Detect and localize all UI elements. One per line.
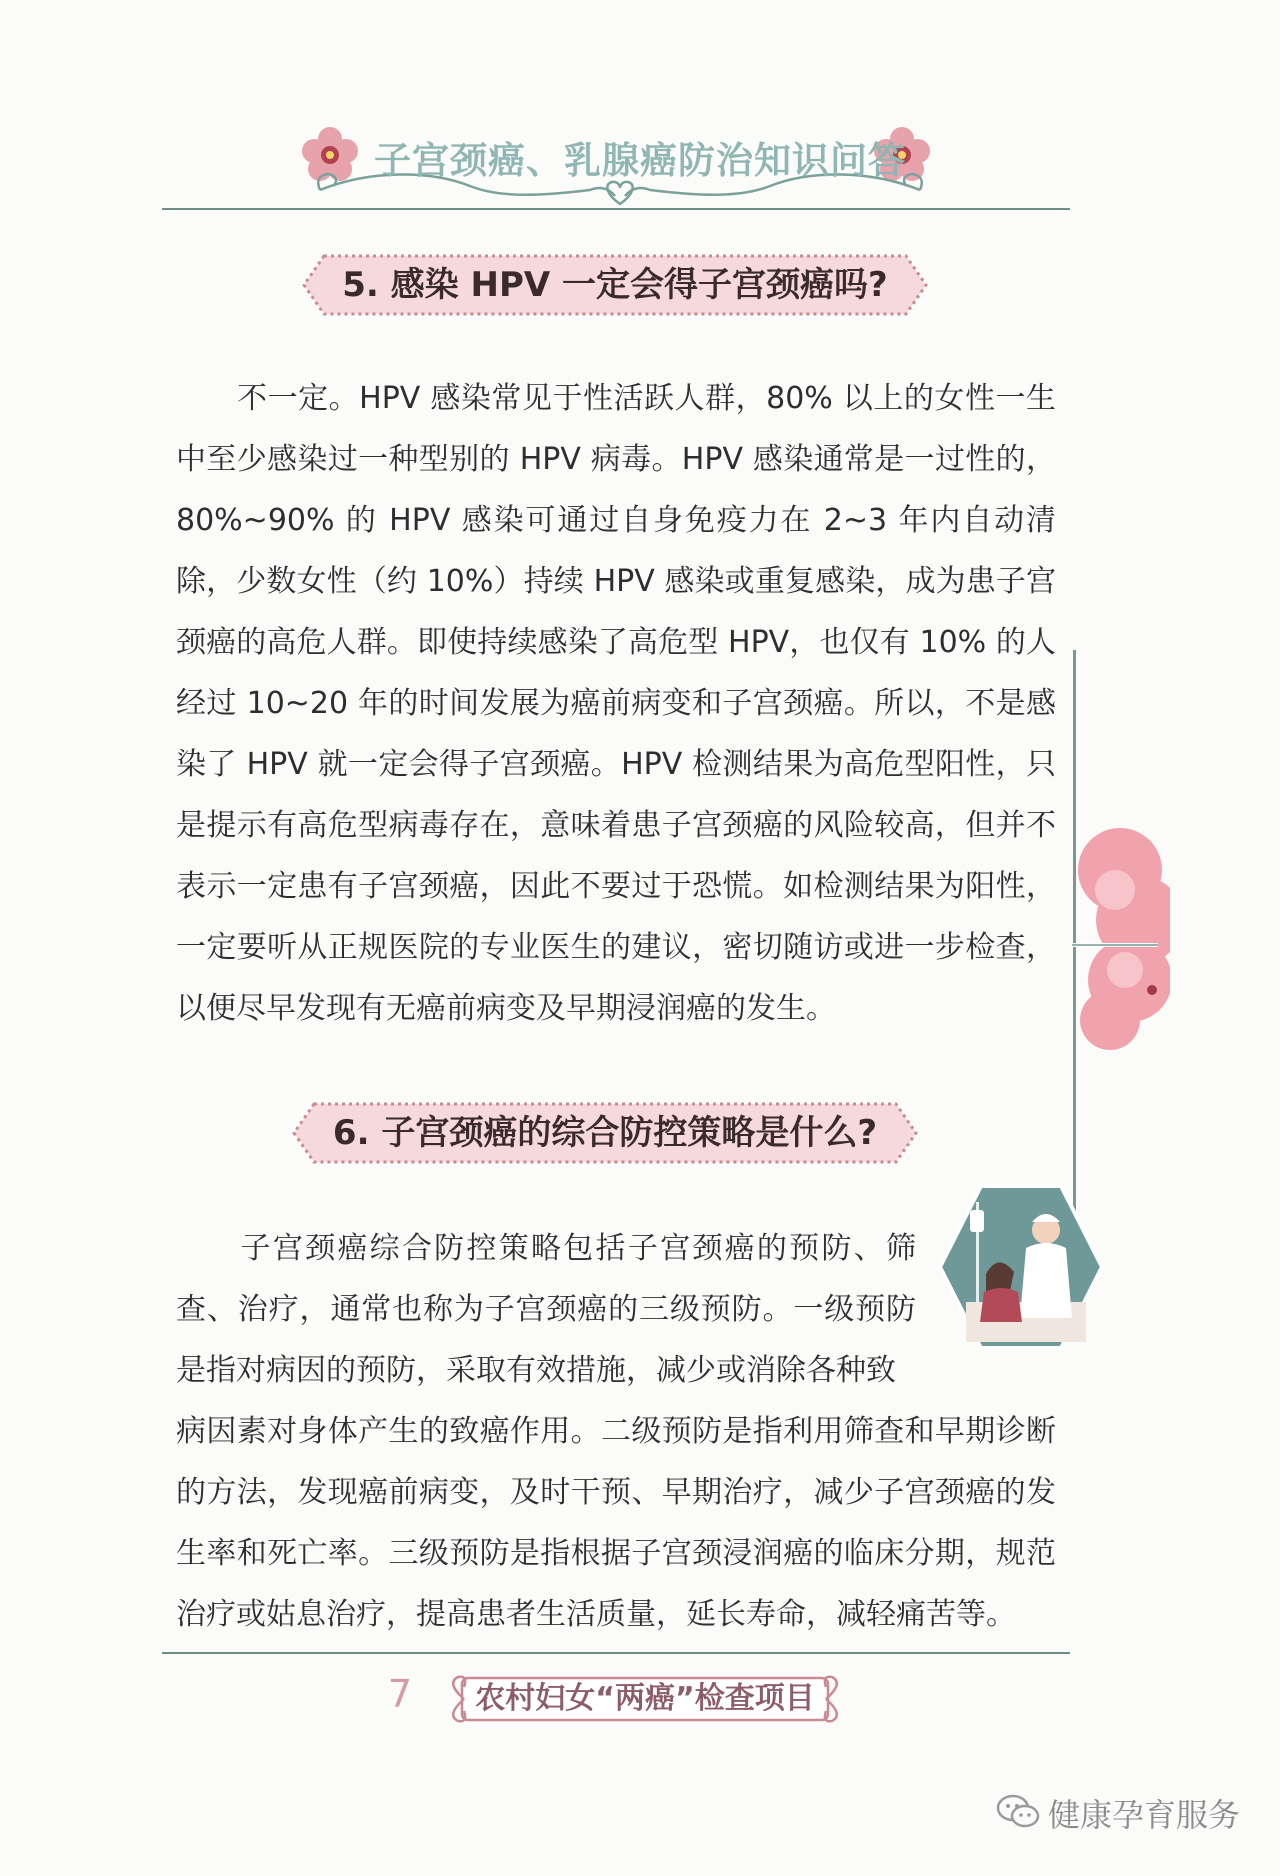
section-5-banner <box>300 250 930 320</box>
section-6-title: 6. 子宫颈癌的综合防控策略是什么? <box>332 1113 878 1153</box>
section-6-body-bottom: 病因素对身体产生的致癌作用。二级预防是指利用筛查和早期诊断的方法，发现癌前病变，及时干预、早期治疗，减少子宫颈癌的发生率和死亡率。三级预防是指根据子宫颈浸润癌的临床分期，规范治疗或姑息治疗，提高患者生活质量，延长寿命，减轻痛苦等。 <box>176 1414 1056 1632</box>
section-6-body-top: 子宫颈癌综合防控策略包括子宫颈癌的预防、筛查、治疗，通常也称为子宫颈癌的三级预防。一级预防是指对病因的预防，采取有效措施，减少或消除各种致 <box>176 1231 916 1388</box>
flower-decoration-icon <box>1070 820 1170 1060</box>
footer-book-title: 农村妇女“两癌”检查项目 <box>475 1681 815 1716</box>
wechat-icon <box>996 1794 1040 1830</box>
section-5-title: 5. 感染 HPV 一定会得子宫颈癌吗? <box>342 265 888 305</box>
section-6-banner <box>290 1098 920 1168</box>
nurse-patient-illustration <box>936 1182 1106 1352</box>
page-number: 7 <box>387 1672 413 1716</box>
header-title: 子宫颈癌、乳腺癌防治知识问答 <box>374 139 906 182</box>
watermark-text: 健康孕育服务 <box>1048 1796 1241 1834</box>
section-5-body: 不一定。HPV 感染常见于性活跃人群，80% 以上的女性一生中至少感染过一种型别的 HPV 病毒。HPV 感染通常是一过性的，80%~90% 的 HPV 感染可通过自身免疫力在 2~3 年内自动清除，少数女性（约 10%）持续 HPV 感染或重复感染，成为患子宫颈癌的高危人群。即使持续感染了高危型 HPV，也仅有 10% 的人经过 10~20 年的时间发展为癌前病变和子宫颈癌。所以，不是感染了 HPV 就一定会得子宫颈癌。HPV 检测结果为高危型阳性，只是提示有高危型病毒存在，意味着患子宫颈癌的风险较高，但并不表示一定患有子宫颈癌，因此不要过于恐慌。如检测结果为阳性，一定要听从正规医院的专业医生的建议，密切随访或进一步检查，以便尽早发现有无癌前病变及早期浸润癌的发生。 <box>176 381 1056 1026</box>
footer-book-title-badge <box>440 1668 850 1730</box>
header-divider <box>162 208 1070 210</box>
footer-divider <box>162 1652 1070 1654</box>
wechat-watermark <box>996 1788 1256 1838</box>
page-header <box>0 110 1280 220</box>
